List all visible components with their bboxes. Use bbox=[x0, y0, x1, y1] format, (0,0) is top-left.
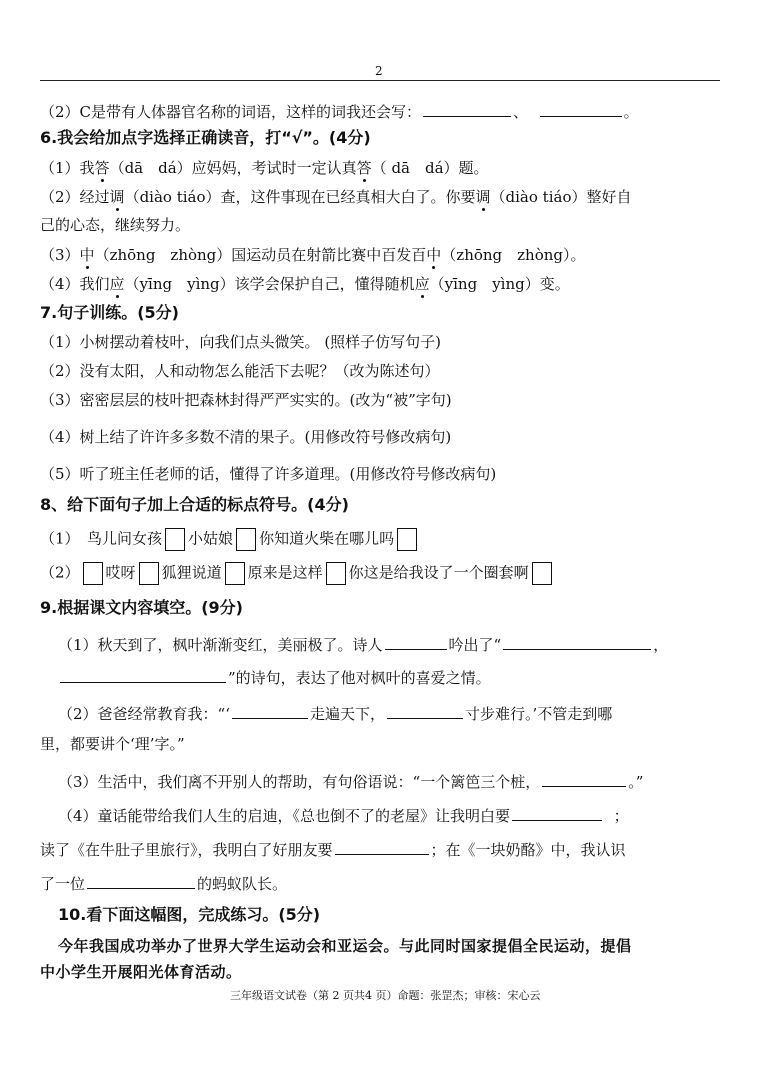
answer-blank[interactable] bbox=[387, 702, 463, 719]
dotted-char: 应 bbox=[109, 275, 125, 293]
q9-item-4-cont2: 了一位 的蚂蚁队长。 bbox=[40, 872, 287, 894]
page-number: 2 bbox=[375, 64, 383, 78]
answer-blank[interactable] bbox=[87, 872, 195, 889]
q9-item-2-cont: 里，都要讲个‘理’字。” bbox=[40, 735, 185, 753]
answer-blank[interactable] bbox=[512, 804, 602, 821]
q7-item-2: （2）没有太阳，人和动物怎么能活下去呢？（改为陈述句） bbox=[40, 362, 440, 380]
q9-item-4: （4）童话能带给我们人生的启迪，《总也倒不了的老屋》让我明白要 ； bbox=[58, 804, 629, 826]
punctuation-box[interactable] bbox=[83, 562, 103, 585]
punctuation-box[interactable] bbox=[165, 528, 185, 551]
q7-item-3: （3）密密层层的枝叶把森林封得严严实实的。(改为“被”字句) bbox=[40, 391, 452, 409]
q8-item-2: （2） 哎呀 狐狸说道 原来是这样 你这是给我设了一个圈套啊 bbox=[40, 562, 555, 585]
q6-item-1: （1）我答（dā dá）应妈妈，考试时一定认真答（ dā dá）题。 bbox=[40, 159, 489, 177]
punctuation-box[interactable] bbox=[326, 562, 346, 585]
dotted-char: 应 bbox=[414, 275, 430, 293]
q7-item-4: （4）树上结了许许多多数不清的果子。(用修改符号修改病句) bbox=[40, 428, 452, 446]
q6-item-4: （4）我们应（yīng yìng）该学会保护自己，懂得随机应（yīng yìng）变。 bbox=[40, 275, 570, 293]
q8-title: 8、给下面句子加上合适的标点符号。(4分) bbox=[40, 495, 349, 514]
q10-title: 10.看下面这幅图，完成练习。(5分) bbox=[58, 905, 321, 924]
q6-item-3: （3）中（zhōng zhòng）国运动员在射箭比赛中百发百中（zhōng zhòng）。 bbox=[40, 246, 586, 264]
q7-item-1: （1）小树摆动着枝叶，向我们点头微笑。 (照样子仿写句子) bbox=[40, 333, 442, 351]
q6-item-2-cont: 己的心态，继续努力。 bbox=[40, 216, 191, 234]
dotted-char: 调 bbox=[109, 188, 125, 206]
answer-blank[interactable] bbox=[385, 633, 447, 650]
q10-passage-line-2: 中小学生开展阳光体育活动。 bbox=[40, 963, 242, 981]
dotted-char: 中 bbox=[426, 246, 442, 264]
q5-item-2: （2）C是带有人体器官名称的词语，这样的词我还会写： 、 。 bbox=[40, 100, 639, 122]
header-rule bbox=[40, 80, 720, 81]
q7-title: 7.句子训练。(5分) bbox=[40, 303, 179, 322]
answer-blank[interactable] bbox=[540, 100, 622, 117]
q9-item-1: （1）秋天到了，枫叶渐渐变红，美丽极了。诗人 吟出了“ ， bbox=[58, 633, 668, 655]
dotted-char: 调 bbox=[475, 188, 491, 206]
q6-title: 6.我会给加点字选择正确读音，打“√”。(4分) bbox=[40, 128, 371, 147]
q8-item-1: （1） 鸟儿问女孩 小姑娘 你知道火柴在哪儿吗 bbox=[40, 528, 420, 551]
page-footer: 三年级语文试卷（第 2 页共4 页）命题：张罡杰；审核：宋心云 bbox=[230, 989, 541, 1002]
q9-title: 9.根据课文内容填空。(9分) bbox=[40, 598, 243, 617]
answer-blank[interactable] bbox=[503, 633, 651, 650]
answer-blank[interactable] bbox=[60, 666, 226, 683]
dotted-char: 答 bbox=[94, 159, 110, 177]
q9-item-4-cont: 读了《在牛肚子里旅行》，我明白了好朋友要 ；在《一块奶酪》中，我认识 bbox=[40, 838, 626, 860]
dotted-char: 中 bbox=[79, 246, 95, 264]
answer-blank[interactable] bbox=[423, 100, 511, 117]
q9-item-1-cont: ”的诗句，表达了他对枫叶的喜爱之情。 bbox=[58, 666, 491, 688]
punctuation-box[interactable] bbox=[139, 562, 159, 585]
q9-item-3: （3）生活中，我们离不开别人的帮助，有句俗语说：“一个篱笆三个桩， 。” bbox=[58, 770, 643, 792]
q7-item-5: （5）听了班主任老师的话，懂得了许多道理。(用修改符号修改病句) bbox=[40, 465, 497, 483]
answer-blank[interactable] bbox=[335, 838, 429, 855]
q6-item-2: （2）经过调（diào tiáo）查，这件事现在已经真相大白了。你要调（diào tiáo）整好自 bbox=[40, 188, 632, 206]
q10-passage-line-1: 今年我国成功举办了世界大学生运动会和亚运会。与此同时国家提倡全民运动，提倡 bbox=[58, 937, 632, 955]
punctuation-box[interactable] bbox=[397, 528, 417, 551]
q9-item-2: （2）爸爸经常教育我：“‘ 走遍天下， 寸步难行。’不管走到哪 bbox=[58, 702, 612, 724]
punctuation-box[interactable] bbox=[225, 562, 245, 585]
dotted-char: 答 bbox=[356, 159, 372, 177]
punctuation-box[interactable] bbox=[532, 562, 552, 585]
answer-blank[interactable] bbox=[542, 770, 626, 787]
answer-blank[interactable] bbox=[232, 702, 308, 719]
punctuation-box[interactable] bbox=[236, 528, 256, 551]
